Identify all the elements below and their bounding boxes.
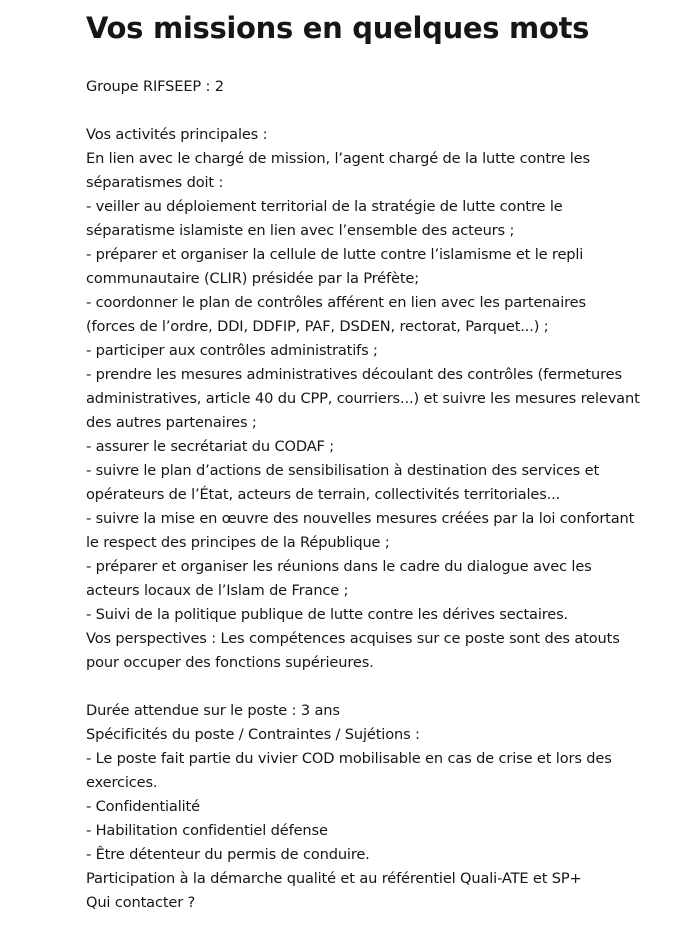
- text-line: Groupe RIFSEEP : 2: [86, 78, 224, 95]
- text-line: Vos perspectives : Les compétences acquises sur ce poste sont des atouts: [86, 630, 620, 647]
- text-line: Durée attendue sur le poste : 3 ans: [86, 702, 340, 719]
- text-line: le respect des principes de la République ;: [86, 534, 390, 551]
- mission-content: [86, 75, 686, 915]
- text-line: - Confidentialité: [86, 798, 200, 815]
- text-line: administratives, article 40 du CPP, courriers...) et suivre les mesures relevant: [86, 390, 640, 407]
- text-line: (forces de l’ordre, DDI, DDFIP, PAF, DSDEN, rectorat, Parquet...) ;: [86, 318, 549, 335]
- text-line: - prendre les mesures administratives découlant des contrôles (fermetures: [86, 366, 622, 383]
- text-line: séparatisme islamiste en lien avec l’ensemble des acteurs ;: [86, 222, 515, 239]
- text-line: acteurs locaux de l’Islam de France ;: [86, 582, 349, 599]
- text-line: Participation à la démarche qualité et au référentiel Quali-ATE et SP+: [86, 870, 582, 887]
- text-line: - coordonner le plan de contrôles afférent en lien avec les partenaires: [86, 294, 586, 311]
- text-line: Qui contacter ?: [86, 894, 196, 911]
- text-line: - Être détenteur du permis de conduire.: [86, 846, 370, 863]
- section-title: Vos missions en quelques mots: [86, 11, 590, 45]
- text-line: - suivre la mise en œuvre des nouvelles mesures créées par la loi confortant: [86, 510, 635, 527]
- text-line: des autres partenaires ;: [86, 414, 257, 431]
- text-line: - préparer et organiser la cellule de lutte contre l’islamisme et le repli: [86, 246, 584, 263]
- blank-line: [86, 99, 686, 123]
- text-line: - participer aux contrôles administratifs ;: [86, 342, 378, 359]
- text-line: pour occuper des fonctions supérieures.: [86, 654, 374, 671]
- text-line: - préparer et organiser les réunions dans le cadre du dialogue avec les: [86, 558, 592, 575]
- text-line: - assurer le secrétariat du CODAF ;: [86, 438, 335, 455]
- text-line: opérateurs de l’État, acteurs de terrain, collectivités territoriales...: [86, 486, 561, 503]
- text-line: Spécificités du poste / Contraintes / Sujétions :: [86, 726, 420, 743]
- text-line: séparatismes doit :: [86, 174, 224, 191]
- text-line: - Le poste fait partie du vivier COD mobilisable en cas de crise et lors des: [86, 750, 612, 767]
- text-line: Vos activités principales :: [86, 126, 268, 143]
- text-line: - Habilitation confidentiel défense: [86, 822, 328, 839]
- text-line: exercices.: [86, 774, 158, 791]
- text-line: - veiller au déploiement territorial de la stratégie de lutte contre le: [86, 198, 563, 215]
- text-line: communautaire (CLIR) présidée par la Préfète;: [86, 270, 419, 287]
- text-line: En lien avec le chargé de mission, l’agent chargé de la lutte contre les: [86, 150, 590, 167]
- text-line: - suivre le plan d’actions de sensibilisation à destination des services et: [86, 462, 600, 479]
- blank-line: [86, 675, 686, 699]
- text-line: - Suivi de la politique publique de lutte contre les dérives sectaires.: [86, 606, 569, 623]
